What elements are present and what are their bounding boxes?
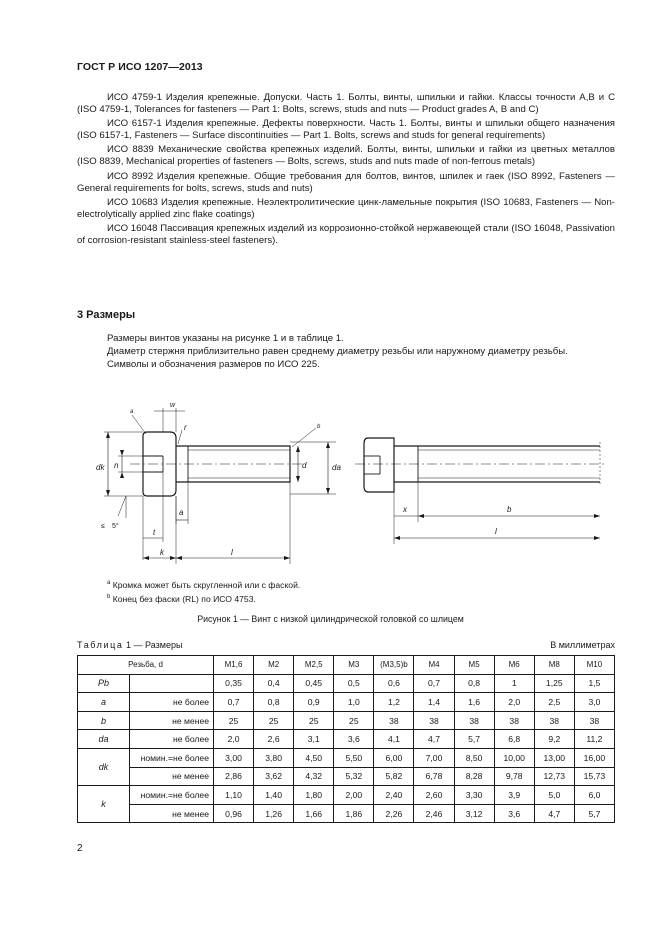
k-arrow-right [170,556,176,560]
table-value-cell: 1,40 [254,786,294,805]
reference-iso-8839: ИСО 8839 Механические свойства крепежных изделий. Болты, винты, шпильки и гайки из цветных металлов (ISO 8839, Mechanical properties of fasteners — Bolts, screws, studs and nuts made of non-ferrous metals) [77,144,615,168]
table-header-cell: M3 [334,656,374,675]
table-value-cell: 5,7 [574,804,614,823]
d-arrow-bottom [296,476,300,482]
table-value-cell: 0,8 [254,693,294,712]
reference-iso-10683: ИСО 10683 Изделия крепежные. Неэлектролитические цинк-ламельные покрытия (ISO 10683, Fasteners — Non-electrolytically applied zinc flake coatings) [77,196,615,220]
table-value-cell: 1,4 [414,693,454,712]
page-number: 2 [77,843,83,854]
table-value-cell: 0,7 [414,674,454,693]
table-value-cell: 3,80 [254,748,294,767]
label-b-mark: b [317,424,321,430]
table-value-cell: 3,6 [334,730,374,749]
table-symbol-cell: da [78,730,130,749]
table-symbol-cell: a [78,693,130,712]
table-header-cell: M10 [574,656,614,675]
table-value-cell: 3,1 [294,730,334,749]
table-value-cell: 1,26 [254,804,294,823]
table-value-cell: 1,0 [334,693,374,712]
table-row [78,786,615,805]
table-value-cell: 38 [414,711,454,730]
reference-iso-16048: ИСО 16048 Пассивация крепежных изделий из коррозионно-стойкой нержавеющей стали (ISO 16048, Passivation of corrosion-resistant stainless-steel fasteners). [77,222,615,247]
reference-iso-4759-1: ИСО 4759-1 Изделия крепежные. Допуски. Часть 1. Болты, винты, шпильки и гайки. Классы точности А,В и С (ISO 4759-1, Tolerances for fasteners — Part 1: Bolts, screws, studs and nuts — Product grades A, B and C) [77,92,615,116]
label-b: b [507,505,512,514]
standard-header: ГОСТ Р ИСО 1207—2013 [77,61,203,73]
right-head-outline [364,438,394,492]
normative-references [77,92,615,249]
table-value-cell: 1 [494,674,534,693]
table-limit-cell: не более [130,730,214,749]
table-value-cell: 38 [374,711,414,730]
table-value-cell: 2,40 [374,786,414,805]
table-value-cell: 38 [534,711,574,730]
note-text-a: Кромка может быть скругленной или с фаской. [112,579,301,590]
label-a: a [179,508,184,517]
table-value-cell: 1,80 [294,786,334,805]
label-l-right: l [495,527,497,536]
label-w: w [170,402,176,409]
table-value-cell: 1,2 [374,693,414,712]
dimensions-table [77,655,615,823]
table-value-cell: 12,73 [534,767,574,786]
table-value-cell: 2,00 [334,786,374,805]
screw-drawing [90,398,615,570]
figure-screw-drawing [90,398,615,570]
table-limit-cell: не менее [130,804,214,823]
label-r: r [184,423,187,432]
table-value-cell: 3,0 [574,693,614,712]
label-k: k [160,548,164,557]
table-value-cell: 0,45 [294,674,334,693]
table-symbol-cell: b [78,711,130,730]
table-units: В миллиметрах [550,640,615,650]
right-l-arrow-right [594,536,600,540]
table-value-cell: 1,6 [454,693,494,712]
table-value-cell: 5,0 [534,786,574,805]
table-value-cell: 1,10 [214,786,254,805]
table-title [77,640,182,650]
table-value-cell: 7,00 [414,748,454,767]
table-value-cell: 6,78 [414,767,454,786]
table-value-cell: 1,66 [294,804,334,823]
table-header-row [78,656,615,675]
table-value-cell: 38 [574,711,614,730]
table-value-cell: 2,5 [534,693,574,712]
table-value-cell: 2,46 [414,804,454,823]
table-header-cell: M8 [534,656,574,675]
table-value-cell: 4,50 [294,748,334,767]
table-value-cell: 2,86 [214,767,254,786]
section-body [77,333,615,372]
table-limit-cell: не более [130,693,214,712]
table-row [78,730,615,749]
table-value-cell: 6,8 [494,730,534,749]
r-leader [178,430,182,444]
table-value-cell: 8,28 [454,767,494,786]
table-value-cell: 38 [454,711,494,730]
reference-iso-8992: ИСО 8992 Изделия крепежные. Общие требования для болтов, винтов, шпилек и гаек (ISO 8992, Fasteners — General requirements for bolts, screws, studs and nuts) [77,170,615,194]
table-value-cell: 3,12 [454,804,494,823]
table-value-cell: 4,32 [294,767,334,786]
table-value-cell: 0,4 [254,674,294,693]
table-value-cell: 9,78 [494,767,534,786]
table-value-cell: 0,35 [214,674,254,693]
figure-note-a [107,577,300,591]
paragraph-dimensions: Размеры винтов указаны на рисунке 1 и в таблице 1. [107,333,344,344]
table-value-cell: 1,25 [534,674,574,693]
table-value-cell: 2,6 [254,730,294,749]
table-header-thread-label: Резьба, d [78,656,214,675]
table-value-cell: 25 [334,711,374,730]
table-value-cell: 0,7 [214,693,254,712]
table-value-cell: 8,50 [454,748,494,767]
note-text-b: Конец без фаски (RL) по ИСО 4753. [112,593,256,604]
b-arrow-right [594,514,600,518]
table-row [78,748,615,767]
l-arrow-left [176,556,182,560]
table-value-cell: 1,86 [334,804,374,823]
note-mark-a: a [107,580,111,586]
table-value-cell: 3,6 [494,804,534,823]
b-arrow-left [418,514,424,518]
dimensions-table-body [78,656,615,823]
table-value-cell: 0,6 [374,674,414,693]
table-value-cell: 25 [254,711,294,730]
table-symbol-cell: k [78,786,130,823]
table-symbol-cell: dk [78,748,130,785]
table-value-cell: 6,0 [574,786,614,805]
note-mark-b: b [107,593,111,600]
table-value-cell: 2,26 [374,804,414,823]
table-value-cell: 5,82 [374,767,414,786]
table-row [78,804,615,823]
n-arrow-top [120,450,124,456]
label-t: t [153,528,156,537]
angle-line-a [118,496,126,516]
table-value-cell: 1,5 [574,674,614,693]
figure-note-b [107,591,300,605]
paragraph-symbols: Символы и обозначения размеров по ИСО 225. [107,359,320,371]
table-limit-cell [130,674,214,693]
right-shank-outline [394,446,600,482]
table-symbol-cell: Pb [78,674,130,693]
n-arrow-bottom [120,472,124,478]
edge-leader [132,415,146,434]
right-l-arrow-left [394,536,400,540]
table-header-cell: M5 [454,656,494,675]
table-limit-cell: номин.=не более [130,748,214,767]
l-arrow-right [284,556,290,560]
table-value-cell: 3,00 [214,748,254,767]
dk-arrow-bottom [106,490,110,496]
dk-arrow-top [106,432,110,438]
d-arrow-top [296,446,300,452]
end-leader [292,428,316,447]
table-value-cell: 13,00 [534,748,574,767]
table-value-cell: 3,30 [454,786,494,805]
label-x: x [403,505,407,514]
table-value-cell: 0,5 [334,674,374,693]
table-header-cell: M6 [494,656,534,675]
table-title-prefix: Таблица [77,640,124,650]
table-header-cell: (M3,5)b [374,656,414,675]
table-value-cell: 4,7 [414,730,454,749]
table-value-cell: 0,9 [294,693,334,712]
reference-iso-6157-1: ИСО 6157-1 Изделия крепежные. Дефекты поверхности. Часть 1. Болты, винты и шпильки общего назначения (ISO 6157-1, Fasteners — Surface discontinuities — Part 1. Bolts, screws and studs for general requirements) [77,118,615,142]
k-arrow-left [143,556,149,560]
table-value-cell: 38 [494,711,534,730]
label-angle-le: ≤ [101,523,105,530]
paragraph-shank-diameter: Диаметр стержня приблизительно равен среднему диаметру резьбы или наружному диаметру резьбы. [107,346,568,358]
table-value-cell: 5,32 [334,767,374,786]
label-a-mark: a [130,409,134,415]
table-value-cell: 2,60 [414,786,454,805]
table-value-cell: 0,8 [454,674,494,693]
table-row [78,674,615,693]
table-value-cell: 5,50 [334,748,374,767]
table-title-suffix: 1 — Размеры [126,640,183,650]
da-arrow-top [326,442,330,448]
table-header-cell: M2,5 [294,656,334,675]
table-value-cell: 9,2 [534,730,574,749]
table-value-cell: 16,00 [574,748,614,767]
table-row [78,693,615,712]
table-header-cell: M2 [254,656,294,675]
section-title: 3 Размеры [77,309,136,321]
table-value-cell: 6,00 [374,748,414,767]
da-arrow-bottom [326,488,330,494]
table-limit-cell: не менее [130,711,214,730]
table-value-cell: 4,7 [534,804,574,823]
figure-caption: Рисунок 1 — Винт с низкой цилиндрической головкой со шлицем [197,614,464,624]
label-l: l [231,548,233,557]
table-value-cell: 2,0 [214,730,254,749]
table-value-cell: 25 [214,711,254,730]
table-value-cell: 4,1 [374,730,414,749]
table-value-cell: 0,96 [214,804,254,823]
table-value-cell: 11,2 [574,730,614,749]
label-d: d [302,461,307,470]
table-header-cell: M4 [414,656,454,675]
table-value-cell: 15,73 [574,767,614,786]
table-row [78,711,615,730]
label-angle: 5° [112,523,119,530]
table-value-cell: 2,0 [494,693,534,712]
figure-notes [107,577,300,605]
label-n: n [114,461,119,470]
table-row [78,767,615,786]
table-limit-cell: не менее [130,767,214,786]
table-value-cell: 3,62 [254,767,294,786]
label-dk: dk [96,463,105,472]
table-value-cell: 25 [294,711,334,730]
table-header-cell: M1,6 [214,656,254,675]
table-value-cell: 10,00 [494,748,534,767]
table-value-cell: 5,7 [454,730,494,749]
table-value-cell: 3,9 [494,786,534,805]
table-limit-cell: номин.=не более [130,786,214,805]
label-da: da [332,463,341,472]
